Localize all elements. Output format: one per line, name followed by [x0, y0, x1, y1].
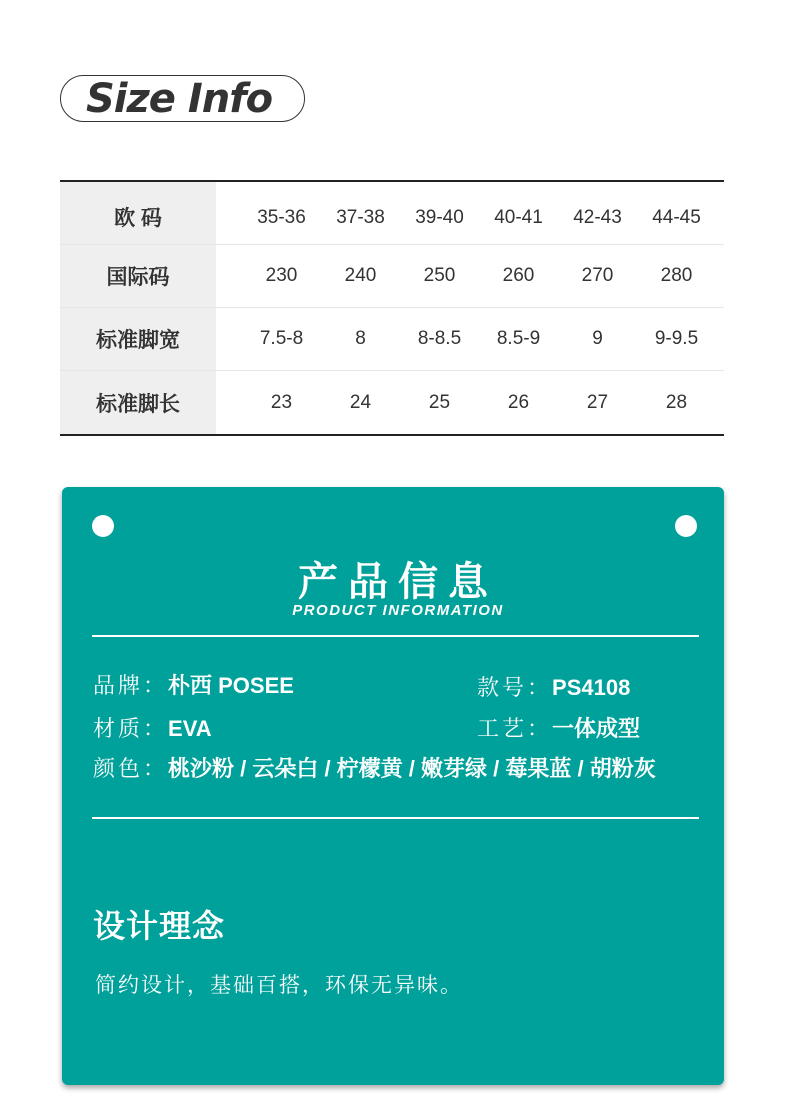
process-value: 一体成型 [552, 716, 641, 741]
model-info [477, 671, 630, 702]
table-cell: 42-43 [573, 207, 622, 228]
table-cell: 26 [507, 391, 530, 413]
model-label: 款号： [477, 675, 553, 700]
divider [92, 817, 699, 819]
product-info-title: 产品信息 [298, 560, 498, 604]
divider [92, 635, 699, 637]
row-header: 标准脚宽 [60, 308, 216, 370]
product-info-subtitle: PRODUCT INFORMATION [292, 602, 504, 619]
material-value: EVA [168, 716, 212, 741]
table-cell: 8.5-9 [496, 328, 541, 349]
process-info [477, 712, 640, 743]
table-cell: 24 [349, 391, 372, 413]
table-row-eu-size [60, 182, 724, 245]
color-value: 桃沙粉 / 云朵白 / 柠檬黄 / 嫩芽绿 / 莓果蓝 / 胡粉灰 [168, 756, 656, 781]
table-cell: 28 [665, 391, 688, 413]
table-cell: 270 [581, 265, 614, 286]
material-info [93, 712, 212, 743]
table-cell: 260 [502, 265, 535, 286]
table-row-intl-size [60, 245, 724, 308]
table-cell: 44-45 [652, 207, 701, 228]
table-cell: 25 [428, 391, 451, 413]
table-cell: 23 [270, 391, 293, 413]
table-cell: 39-40 [415, 207, 464, 228]
design-concept-text: 简约设计，基础百搭，环保无异味。 [95, 974, 463, 997]
table-cell: 8-8.5 [417, 328, 462, 349]
hang-hole-left [92, 515, 114, 537]
size-info-title: Size Info [86, 76, 273, 122]
brand-info [93, 669, 294, 700]
brand-value: 朴西 POSEE [168, 673, 294, 698]
hang-hole-right [675, 515, 697, 537]
brand-label: 品牌： [93, 673, 169, 698]
table-cell: 230 [265, 265, 298, 286]
table-row-foot-length [60, 371, 724, 434]
row-header: 欧 码 [60, 182, 216, 244]
table-row-foot-width [60, 308, 724, 371]
size-table [60, 180, 724, 436]
color-info [93, 752, 656, 783]
table-cell: 9-9.5 [654, 328, 699, 349]
row-header: 国际码 [60, 245, 216, 307]
model-value: PS4108 [552, 675, 631, 700]
process-label: 工艺： [477, 716, 553, 741]
table-cell: 37-38 [336, 207, 385, 228]
table-cell: 7.5-8 [259, 328, 304, 349]
table-cell: 240 [344, 265, 377, 286]
design-concept-title: 设计理念 [93, 908, 226, 944]
row-header: 标准脚长 [60, 371, 216, 434]
table-cell: 280 [660, 265, 693, 286]
table-cell: 40-41 [494, 207, 543, 228]
table-cell: 35-36 [257, 207, 306, 228]
table-cell: 8 [355, 328, 366, 349]
table-cell: 9 [592, 328, 603, 349]
color-label: 颜色： [93, 756, 169, 781]
table-cell: 27 [586, 391, 609, 413]
material-label: 材质： [93, 716, 169, 741]
table-cell: 250 [423, 265, 456, 286]
product-info-card [62, 487, 724, 1085]
